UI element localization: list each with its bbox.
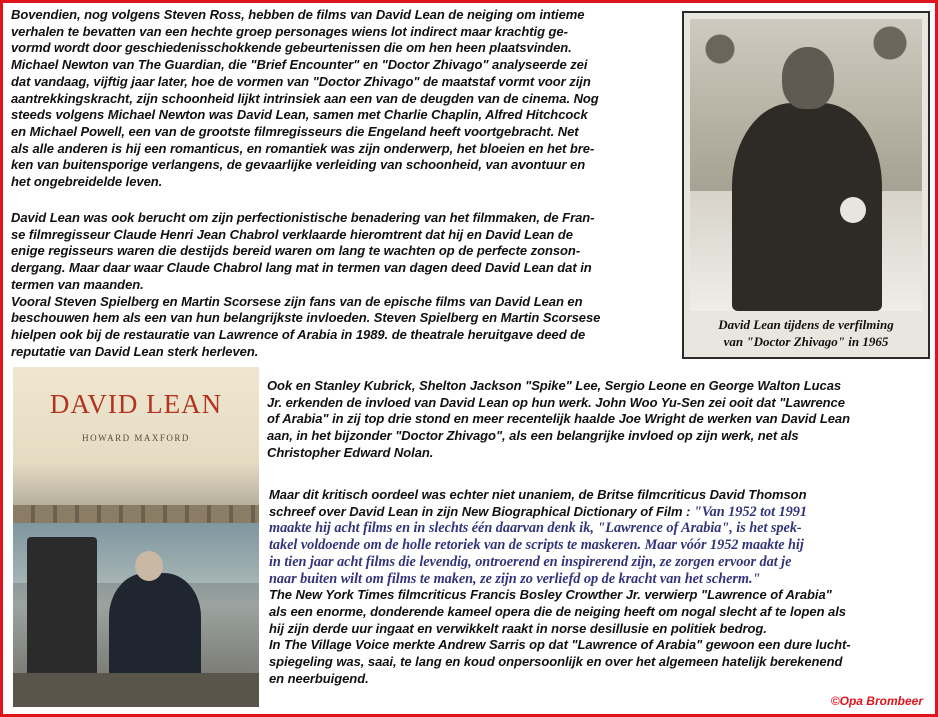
paragraph-influence	[267, 378, 935, 462]
zhivago-photo	[682, 11, 930, 359]
paragraph-intro	[11, 7, 681, 191]
text-line: ken van buitensporige verlangens, de gevaarlijke verleiding van schoonheid, van avontuur en	[11, 157, 586, 173]
cover-director-body	[109, 573, 201, 683]
text-line: se filmregisseur Claude Henri Jean Chabrol verklaarde hieromtrent dat hij en David Lean de	[11, 226, 573, 242]
caption-line: van "Doctor Zhivago" in 1965	[723, 333, 889, 349]
text-line: Bovendien, nog volgens Steven Ross, hebben de films van David Lean de neiging om intieme	[11, 7, 585, 22]
book-author: HOWARD MAXFORD	[82, 433, 190, 443]
text-line: aantrekkingskracht, zijn schoonheid lijkt intrinsiek aan een van de deugden van de cinema. Nog	[11, 90, 599, 106]
text-line: David Lean was ook berucht om zijn perfectionistische benadering van het filmmaken, de Fran-	[11, 210, 595, 225]
text-line: verhalen te bevatten van een hechte groep personages wiens lot indirect maar krachtig ge-	[11, 23, 568, 39]
text-line: als alle anderen is hij een romanticus, en romantiek was zijn onderwerp, het bloeien en het bre-	[11, 140, 595, 156]
cover-camera	[27, 537, 97, 687]
text-line: enige regisseurs waren die destijds bereid waren om lang te wachten op de perfecte zonson-	[11, 243, 581, 259]
cover-ground	[13, 673, 259, 707]
text-line: het ongebreidelde leven.	[11, 174, 163, 190]
quote-start: "Van 1952 tot 1991	[693, 503, 807, 520]
text-line: reputatie van David Lean sterk herleven.	[11, 343, 259, 359]
photo-image	[690, 19, 922, 311]
paragraph-perfectionism	[11, 210, 681, 360]
text-line: steeds volgens Michael Newton was David Lean, samen met Charlie Chaplin, Alfred Hitchcock	[11, 107, 588, 123]
cover-bridge	[13, 505, 259, 523]
cover-director-head	[135, 551, 163, 581]
text-line: dat vandaag, vijftig jaar later, hoe de vormen van "Doctor Zhivago" de maatstaf vormt voor zijn	[11, 73, 591, 89]
text-line: Vooral Steven Spielberg en Martin Scorsese zijn fans van de epische films van David Lean en	[11, 293, 583, 309]
text-line: beschouwen hem als een van hun belangrijkste invloeden. Steven Spielberg en Martin Scorsese	[11, 310, 601, 326]
text-line: vormd wordt door geschiedenisschokkende gebeurtenissen die om hen heen plaatsvinden.	[11, 40, 572, 56]
text-line: aan, in het bijzonder "Doctor Zhivago", als een belangrijke invloed op zijn werk, net als	[267, 428, 799, 444]
text-line: en neerbuigend.	[269, 670, 369, 686]
quote-line: naar buiten wilt om films te maken, ze zijn zo verliefd op de kracht van het scherm."	[269, 570, 761, 587]
quote-line: in tien jaar acht films die levendig, ontroerend en inspirerend zijn, ze zorgen ervoor dat je	[269, 553, 792, 570]
text-line: en Michael Powell, een van de grootste filmregisseurs die Engeland heeft voortgebracht. Net	[11, 123, 579, 139]
text-line: The New York Times filmcriticus Francis Bosley Crowther Jr. verwierp "Lawrence of Arabia"	[269, 587, 832, 603]
text-line: In The Village Voice merkte Andrew Sarris op dat "Lawrence of Arabia" gewoon een dure lucht-	[269, 637, 851, 653]
caption-line: David Lean tijdens de verfilming	[718, 317, 894, 332]
paragraph-criticism	[269, 487, 935, 687]
quote-line: maakte hij acht films en in slechts één daarvan denk ik, "Lawrence of Arabia", is het spek-	[269, 520, 802, 537]
text-line: dergang. Maar daar waar Claude Chabrol lang mat in termen van dagen deed David Lean dat in	[11, 260, 592, 276]
book-title: DAVID LEAN	[49, 389, 223, 419]
photo-figure-head	[782, 47, 834, 109]
text-line: hielpen ook bij de restauratie van Lawrence of Arabia in 1989. de theatrale heruitgave deed de	[11, 326, 586, 342]
text-line: Christopher Edward Nolan.	[267, 444, 434, 460]
text-line	[269, 504, 935, 521]
text-line: Michael Newton van The Guardian, die "Brief Encounter" en "Doctor Zhivago" analyseerde zei	[11, 57, 588, 73]
text-line: termen van maanden.	[11, 276, 144, 292]
author-credit: ©Opa Brombeer	[830, 694, 923, 708]
text-line: hij zijn derde uur ingaat en verwikkelt raakt in norse desillusie en politiek bedrog.	[269, 620, 767, 636]
text-fragment: schreef over David Lean in zijn New Biographical Dictionary of Film :	[269, 503, 691, 519]
text-line: als een enorme, donderende kameel opera die de neiging heeft om nogal slecht af te lopen als	[269, 603, 846, 619]
text-line: spiegeling was, saai, te lang en koud onpersoonlijk en over het algemeen hatelijk berekenend	[269, 654, 843, 670]
quote-line: takel voldoende om de holle retoriek van de scripts te maskeren. Maar vóór 1952 maakte hij	[269, 537, 804, 554]
text-line: of Arabia" in zij top drie stond en meer recentelijk haalde Joe Wright de werken van David Lean	[267, 411, 850, 427]
photo-figure-glove	[840, 197, 866, 223]
text-line: Ook en Stanley Kubrick, Shelton Jackson "Spike" Lee, Sergio Leone en George Walton Lucas	[267, 378, 842, 393]
text-line: Maar dit kritisch oordeel was echter niet unaniem, de Britse filmcriticus David Thomson	[269, 487, 807, 502]
photo-caption	[690, 317, 922, 350]
text-line: Jr. erkenden de invloed van David Lean op hun werk. John Woo Yu-Sen zei ooit dat "Lawrence	[267, 394, 845, 410]
book-cover	[13, 367, 259, 707]
